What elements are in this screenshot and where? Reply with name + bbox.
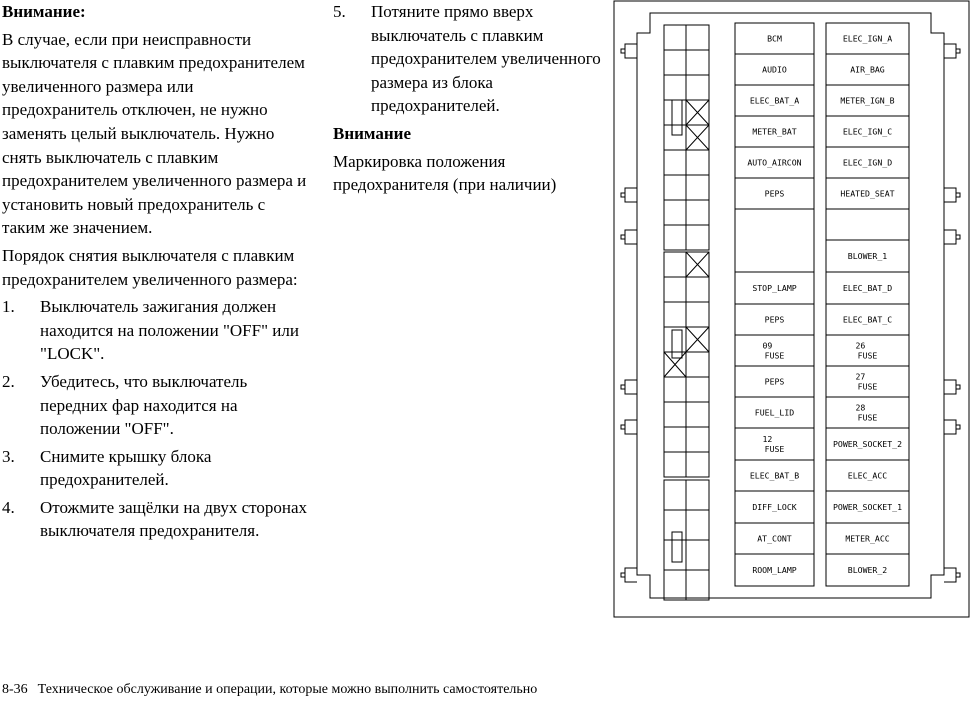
fuse-label: FUEL_LID: [754, 407, 795, 418]
fuse-label: STOP_LAMP: [752, 283, 797, 293]
note-text-2: Маркировка положения предохранителя (при наличии): [333, 151, 557, 195]
left-column: [2, 0, 307, 547]
middle-column: [333, 0, 603, 201]
fuse-label: BLOWER_2: [847, 565, 888, 575]
step-item: [2, 370, 307, 441]
step-item: [2, 496, 307, 543]
side-clip: [621, 380, 637, 394]
side-clip: [621, 568, 637, 582]
note-title-2: Внимание: [333, 123, 412, 143]
outer-border: [614, 1, 969, 617]
fuse-label: ELEC_BAT_B: [749, 470, 800, 481]
fuse-label: HEATED_SEAT: [840, 188, 895, 199]
fuse-number: 27: [855, 371, 866, 382]
fuse-label: ROOM_LAMP: [752, 565, 797, 575]
relay-pin: [672, 532, 682, 562]
page-footer: [2, 682, 537, 698]
side-clip: [944, 188, 960, 202]
fuse-label: PEPS: [764, 376, 785, 387]
relay-pin: [672, 330, 682, 358]
fuse-number: 28: [855, 402, 866, 413]
side-clip: [944, 420, 960, 434]
cross-mark: [664, 352, 686, 377]
fuse-label: FUSE: [764, 350, 785, 361]
fuse-label: ELEC_BAT_A: [749, 95, 800, 106]
fuse-label: ELEC_BAT_D: [842, 283, 893, 293]
fuse-column-left: [735, 23, 814, 586]
step-text: Отожмите защёлки на двух сторонах выключателя предохранителя.: [40, 497, 308, 541]
section-title: Техническое обслуживание и операции, которые можно выполнить самостоятельно: [37, 682, 538, 697]
side-clip: [944, 380, 960, 394]
side-clip: [944, 230, 960, 244]
side-clip: [621, 188, 637, 202]
fuse-label: AUTO_AIRCON: [747, 157, 802, 168]
step-number: 1.: [2, 297, 15, 317]
step-text: Потяните прямо вверх выключатель с плавким предохранителем увеличенного размера из блока предохранителей.: [371, 2, 601, 116]
fuse-label: POWER_SOCKET_2: [832, 439, 903, 449]
fuse-box-frame: [614, 1, 969, 617]
step-text: Убедитесь, что выключатель передних фар находится на положении "OFF".: [40, 371, 248, 439]
fuse-label: BLOWER_1: [847, 251, 888, 261]
fuse-label: FUSE: [764, 444, 785, 454]
cross-mark: [686, 100, 709, 125]
step-number: 2.: [2, 371, 15, 391]
fuse-label: PEPS: [764, 188, 785, 199]
procedure-intro: Порядок снятия выключателя с плавким предохранителем увеличенного размера:: [2, 245, 298, 289]
fuse-label: PEPS: [764, 314, 785, 325]
procedure-steps-continued: [333, 0, 603, 118]
fuse-label: AIR_BAG: [850, 64, 885, 75]
side-clip: [621, 230, 637, 244]
relay-pin: [672, 100, 682, 135]
fuse-label: FUSE: [857, 412, 878, 423]
step-number: 4.: [2, 497, 15, 517]
fuse-label: DIFF_LOCK: [752, 502, 797, 512]
fuse-label: METER_ACC: [845, 533, 890, 544]
fuse-label: ELEC_IGN_D: [842, 157, 893, 168]
fuse-label: ELEC_IGN_C: [842, 126, 893, 137]
page-number: 8-36: [2, 682, 28, 697]
fuse-label: POWER_SOCKET_1: [832, 502, 903, 512]
cross-mark: [686, 125, 709, 150]
fuse-number: 09: [762, 340, 773, 351]
fuse-label: BCM: [767, 33, 782, 44]
side-clip: [621, 420, 637, 434]
fuse-column-right: [826, 23, 909, 586]
fuse-label: AUDIO: [762, 64, 787, 75]
fuse-label: FUSE: [857, 350, 878, 361]
fuse-number: 26: [855, 340, 866, 351]
step-item: [333, 0, 603, 118]
fuse-label: ELEC_ACC: [847, 470, 888, 481]
fuse-label: AT_CONT: [757, 533, 792, 544]
cross-mark: [686, 252, 709, 277]
fuse-label: FUSE: [857, 381, 878, 392]
step-text: Снимите крышку блока предохранителей.: [40, 446, 212, 490]
fuse-label: METER_IGN_B: [840, 95, 895, 106]
note-text: В случае, если при неисправности выключателя с плавким предохранителем увеличенного размера или предохранитель отключен, не нужно заменять целый выключатель. Нужно снять выключатель с плавким предохранителем увеличенного размера и установить новый предохранитель с таким же значением.: [2, 29, 307, 238]
step-item: [2, 445, 307, 492]
step-text: Выключатель зажигания должен находится на положении "OFF" или "LOCK".: [40, 297, 299, 364]
fuse-label: ELEC_BAT_C: [842, 314, 893, 325]
step-number: 3.: [2, 446, 15, 466]
relay-blocks: [664, 25, 709, 600]
fuse-label: METER_BAT: [752, 126, 797, 137]
step-number: 5.: [333, 2, 346, 21]
step-item: [2, 295, 307, 366]
side-clip: [944, 568, 960, 582]
fuse-number: 12: [762, 434, 773, 444]
note-title: Внимание:: [2, 2, 86, 21]
cross-mark: [686, 327, 709, 352]
fuse-label: ELEC_IGN_A: [842, 33, 893, 44]
fuse-box-diagram: [613, 0, 970, 618]
procedure-steps: [2, 295, 307, 543]
side-clip: [621, 44, 637, 58]
side-clip: [944, 44, 960, 58]
